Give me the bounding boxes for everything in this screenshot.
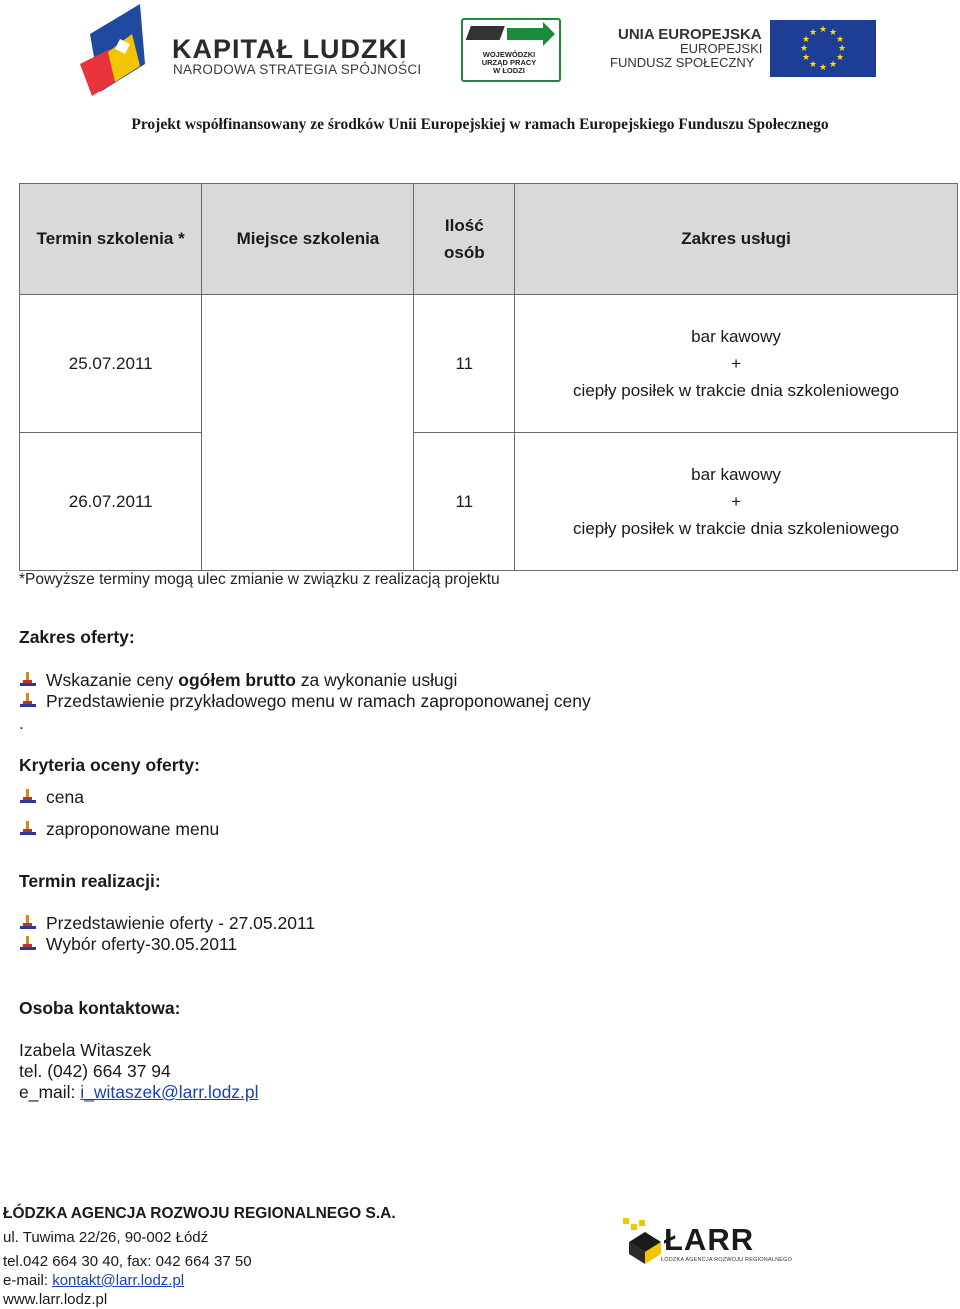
contact-email-label: e_mail:	[19, 1082, 81, 1102]
header-count-line2: osób	[443, 243, 485, 262]
contact-phone: tel. (042) 664 37 94	[19, 1061, 171, 1081]
svg-text:★: ★	[801, 35, 811, 45]
header-scope: Zakres usługi	[515, 184, 958, 295]
timeline-heading: Termin realizacji:	[19, 871, 161, 891]
footer-www: www.larr.lodz.pl	[3, 1291, 108, 1308]
list-item	[20, 669, 457, 691]
schedule-note: *Powyższe terminy mogą ulec zmianie w związku z realizacją projektu	[19, 571, 500, 588]
scope-line2: +	[731, 354, 742, 373]
row-date: 25.07.2011	[20, 295, 202, 433]
scope-line3: ciepły posiłek w trakcie dnia szkoleniowego	[573, 381, 900, 400]
row-count: 11	[414, 433, 515, 571]
timeline-item-1: Przedstawienie oferty - 27.05.2011	[46, 912, 316, 933]
wup-logo-text: WOJEWÓDZKI URZĄD PRACY W ŁODZI	[481, 50, 537, 75]
footer-email-label: e-mail:	[3, 1272, 53, 1289]
svg-text:★: ★	[808, 60, 818, 70]
training-schedule-table	[19, 183, 958, 571]
footer-org-name: ŁÓDZKA AGENCJA ROZWOJU REGIONALNEGO S.A.	[3, 1205, 396, 1222]
list-item	[20, 912, 315, 934]
svg-text:★: ★	[801, 53, 811, 63]
row-place	[202, 433, 414, 571]
larr-logo-text: ŁARR	[664, 1222, 755, 1257]
contact-heading: Osoba kontaktowa:	[19, 998, 181, 1018]
row-count: 11	[414, 295, 515, 433]
kapital-ludzki-title: KAPITAŁ LUDZKI	[172, 34, 408, 64]
bullet-icon	[20, 789, 38, 805]
scope-line3: ciepły posiłek w trakcie dnia szkoleniowego	[573, 519, 900, 538]
bullet-icon	[20, 821, 38, 837]
footer-email-line	[3, 1272, 184, 1289]
criteria-item-1: cena	[46, 786, 84, 807]
svg-text:★: ★	[837, 44, 847, 54]
kapital-ludzki-subtitle: NARODOWA STRATEGIA SPÓJNOŚCI	[173, 62, 422, 77]
svg-text:★: ★	[828, 60, 838, 70]
svg-text:★: ★	[808, 28, 818, 38]
header-count-line1: Ilość	[444, 216, 484, 235]
offer-scope-heading: Zakres oferty:	[19, 627, 135, 647]
eu-label-line3: FUNDUSZ SPOŁECZNY	[610, 55, 755, 70]
contact-email-line	[19, 1082, 259, 1103]
list-item	[20, 786, 84, 808]
svg-text:★: ★	[835, 35, 845, 45]
larr-logo-subtext: ŁÓDZKA AGENCJA ROZWOJU REGIONALNEGO	[661, 1257, 793, 1263]
offer-item-2: Przedstawienie przykładowego menu w ramach zaproponowanej ceny	[46, 690, 591, 711]
scope-line2: +	[731, 492, 742, 511]
eu-flag-icon	[770, 20, 876, 77]
bullet-icon	[20, 693, 38, 709]
project-funding-line: Projekt współfinansowany ze środków Unii Europejskiej w ramach Europejskiego Funduszu Społecznego	[131, 116, 829, 133]
header-date: Termin szkolenia *	[20, 184, 202, 295]
eu-label-line1: UNIA EUROPEJSKA	[618, 26, 762, 43]
header-place: Miejsce szkolenia	[202, 184, 414, 295]
eu-label-line2: EUROPEJSKI	[680, 41, 763, 56]
scope-line1: bar kawowy	[691, 327, 781, 346]
offer-item-1: Wskazanie ceny ogółem brutto za wykonanie usługi	[46, 669, 458, 690]
row-scope	[515, 433, 958, 571]
scope-line1: bar kawowy	[691, 465, 781, 484]
contact-name: Izabela Witaszek	[19, 1040, 152, 1060]
table-row	[20, 295, 958, 433]
bullet-icon	[20, 936, 38, 952]
svg-text:★: ★	[799, 44, 809, 54]
criteria-heading: Kryteria oceny oferty:	[19, 755, 200, 775]
table-header-row	[20, 184, 958, 295]
timeline-item-2: Wybór oferty-30.05.2011	[46, 933, 238, 954]
list-item	[20, 933, 237, 955]
footer-address: ul. Tuwima 22/26, 90-002 Łódź	[3, 1229, 209, 1246]
svg-text:★: ★	[818, 63, 828, 73]
list-item	[20, 818, 219, 840]
list-item	[20, 690, 591, 712]
bullet-icon	[20, 915, 38, 931]
svg-text:★: ★	[818, 25, 828, 35]
row-place	[202, 295, 414, 433]
row-scope	[515, 295, 958, 433]
svg-text:★: ★	[828, 28, 838, 38]
bullet-icon	[20, 672, 38, 688]
row-date: 26.07.2011	[20, 433, 202, 571]
table-row	[20, 433, 958, 571]
criteria-item-2: zaproponowane menu	[46, 818, 220, 839]
stray-dot: .	[19, 714, 24, 733]
footer-phones: tel.042 664 30 40, fax: 042 664 37 50	[3, 1253, 252, 1270]
footer-email-link[interactable]: kontakt@larr.lodz.pl	[52, 1272, 185, 1289]
header-count	[414, 184, 515, 295]
svg-text:★: ★	[835, 53, 845, 63]
contact-email-link[interactable]: i_witaszek@larr.lodz.pl	[80, 1082, 259, 1102]
